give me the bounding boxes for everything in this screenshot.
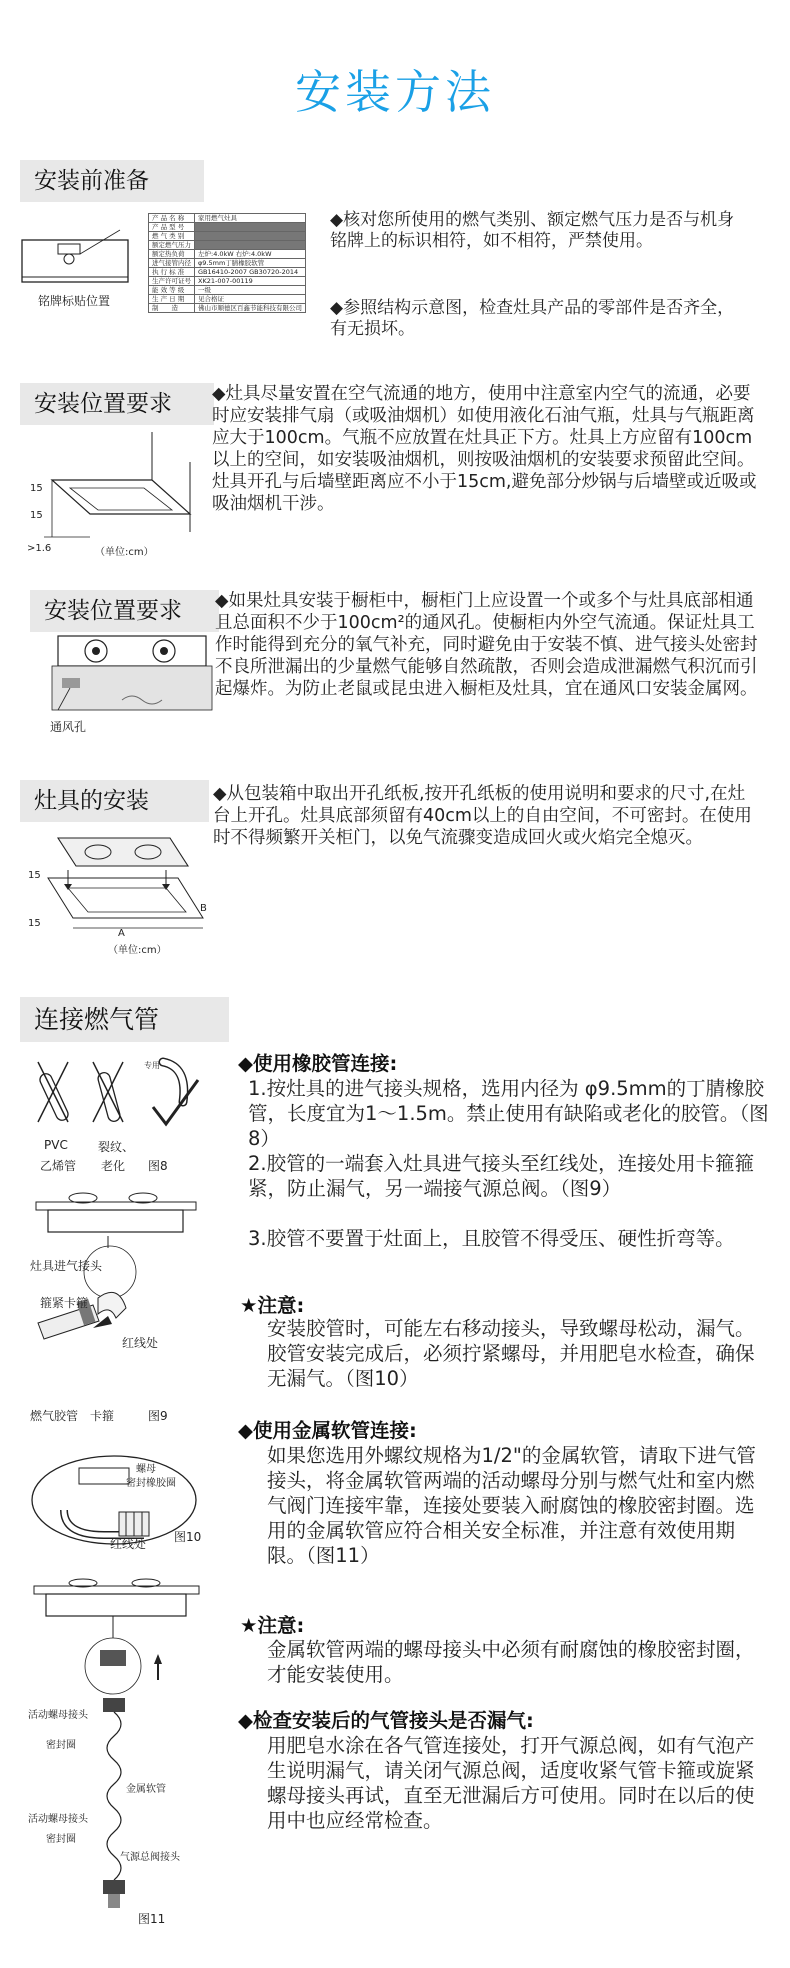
rubber-item-3: 3.胶管不要置于灶面上，且胶管不得受压、硬性折弯等。 [248, 1227, 735, 1250]
vent-caption: 通风孔 [50, 720, 87, 734]
nameplate-caption: 铭牌标贴位置 [38, 294, 111, 308]
spec-plate-table [148, 213, 306, 313]
fig10-redline: 红线处 [110, 1537, 147, 1551]
section-tag-prep: 安装前准备 [20, 160, 204, 202]
page-title: 安装方法 [295, 65, 495, 119]
fig8-crack-2: 老化 [101, 1159, 126, 1173]
spec-key: 能 效 等 级 [149, 286, 195, 295]
stove-dim-15-a: 15 [28, 870, 41, 881]
note-2-text: 金属软管两端的螺母接头中必须有耐腐蚀的橡胶密封圈，才能安装使用。 [267, 1638, 755, 1686]
spec-val: 一级 [195, 286, 306, 295]
spec-key: 产 品 名 称 [149, 214, 195, 223]
fig9-label: 图9 [148, 1409, 168, 1423]
spec-val: 佛山市顺德区百鑫节能科技有限公司 [195, 304, 306, 313]
fig11-seal-1: 密封圈 [46, 1740, 76, 1751]
stove-dim-15-b: 15 [28, 918, 41, 929]
prep-bullet-1: ◆核对您所使用的燃气类别、额定燃气压力是否与机身铭牌上的标识相符，如不相符，严禁使用。 [330, 210, 735, 251]
dim-15-a: 15 [30, 483, 43, 494]
section-tag-gas: 连接燃气管 [20, 997, 229, 1042]
nameplate-diagram [20, 230, 130, 300]
fig8-pvc-2: 乙烯管 [40, 1159, 77, 1173]
fig8-hoses [38, 1052, 208, 1132]
spec-val: φ9.5mm丁腈橡胶软管 [195, 259, 306, 268]
leak-check-text: 用肥皂水涂在各气管连接处，打开气源总阀，如有气泡产生说明漏气，请关闭气源总阀，适度收紧气管卡箍或旋紧螺母接头再试，直至无泄漏后方可使用。同时在以后的使用中也应经常检查。 [267, 1734, 755, 1832]
location-1-text: ◆灶具尽量安置在空气流通的地方，使用中注意室内空气的流通，必要时应安装排气扇（或吸油烟机）如使用液化石油气瓶，灶具与气瓶距离应大于100cm。气瓶不应放置在灶具正下方。灶具上方应留有100cm以上的空间，如安装吸油烟机，则按吸油烟机的安装要求预留此空间。灶具开孔与后墙壁距离应不小于15cm,避免部分炒锅与后墙壁或近吸或吸油烟机干涉。 [212, 384, 757, 514]
spec-key: 燃 气 类 别 [149, 232, 195, 241]
spec-val: 家用燃气灶具 [195, 214, 306, 223]
spec-val [195, 223, 306, 232]
section-tag-location-2: 安装位置要求 [30, 590, 219, 632]
fig10-nut: 螺母 [136, 1464, 156, 1475]
dim-15-b: 15 [30, 510, 43, 521]
dim-unit-2: （单位:cm） [108, 945, 167, 956]
fig9-hose: 燃气胶管 [30, 1409, 79, 1423]
fig8-pvc: PVC [44, 1138, 68, 1152]
location-diagram [40, 432, 200, 547]
spec-key: 生 产 日 期 [149, 295, 195, 304]
prep-bullet-2: ◆参照结构示意图，检查灶具产品的零部件是否齐全，有无损坏。 [330, 298, 735, 339]
dim-unit-1: （单位:cm） [95, 547, 154, 558]
fig8-crack: 裂纹、 [98, 1140, 135, 1154]
dim-1-6: >1.6 [27, 543, 52, 554]
fig9-clamp: 箍紧卡箍 [40, 1296, 89, 1310]
metal-hose-title: ◆使用金属软管连接: [238, 1419, 417, 1442]
note-1-title: ★注意: [240, 1294, 305, 1317]
spec-val: XK21-007-00119 [195, 277, 306, 286]
stove-text: ◆从包装箱中取出开孔纸板,按开孔纸板的使用说明和要求的尺寸,在灶台上开孔。灶具底部须留有40cm以上的自由空间，不可密封。在使用时不得频繁开关柜门，以免气流骤变造成回火或火焰完全熄灭。 [213, 784, 752, 848]
fig11-joint-2: 活动螺母接头 [28, 1814, 88, 1825]
spec-key: 执 行 标 准 [149, 268, 195, 277]
note-1-text: 安装胶管时，可能左右移动接头，导致螺母松动，漏气。胶管安装完成后，必须拧紧螺母，并用肥皂水检查，确保无漏气。（图10） [267, 1317, 755, 1390]
spec-key: 额定热负荷 [149, 250, 195, 259]
rubber-hose-title: ◆使用橡胶管连接: [238, 1052, 398, 1075]
fig11-diagram [28, 1580, 208, 1940]
fig9-clip: 卡箍 [90, 1409, 115, 1423]
spec-key: 制 造 [149, 304, 195, 313]
fig8-hose-tag: 专用 [144, 1061, 160, 1070]
section-tag-location-1: 安装位置要求 [20, 383, 214, 425]
spec-val: GB16410-2007 GB30720-2014 [195, 268, 306, 277]
fig9-inlet: 灶具进气接头 [30, 1259, 103, 1273]
metal-hose-text: 如果您选用外螺纹规格为1/2"的金属软管，请取下进气管接头，将金属软管两端的活动螺母分别与燃气灶和室内燃气阀门连接牢靠，连接处要装入耐腐蚀的橡胶密封圈。选用的金属软管应符合相关安全标准，并注意有效使用期限。（图11） [267, 1444, 756, 1567]
spec-val [195, 241, 306, 250]
rubber-item-1: 1.按灶具的进气接头规格，选用内径为 φ9.5mm的丁腈橡胶管，长度宜为1～1.5m。禁止使用有缺陷或老化的胶管。（图8） [248, 1077, 769, 1150]
spec-val: 见合格证 [195, 295, 306, 304]
fig11-joint-1: 活动螺母接头 [28, 1710, 88, 1721]
note-2-title: ★注意: [240, 1614, 305, 1637]
rubber-item-2: 2.胶管的一端套入灶具进气接头至红线处，连接处用卡箍箍紧，防止漏气，另一端接气源总阀。（图9） [248, 1152, 755, 1200]
stove-dim-b: B [200, 903, 207, 914]
spec-key: 额定燃气压力 [149, 241, 195, 250]
location-2-text: ◆如果灶具安装于橱柜中，橱柜门上应设置一个或多个与灶具底部相通且总面积不少于100cm²的通风孔。使橱柜内外空气流通。保证灶具工作时能得到充分的氧气补充，同时避免由于安装不慎、进气接头处密封不良所泄漏出的少量燃气能够自然疏散，否则会造成泄漏燃气积沉而引起爆炸。为防止老鼠或昆虫进入橱柜及灶具，宜在通风口安装金属网。 [215, 591, 758, 699]
spec-val [195, 232, 306, 241]
fig11-seal-2: 密封圈 [46, 1834, 76, 1845]
fig8-label: 图8 [148, 1159, 168, 1173]
fig9-redline: 红线处 [122, 1336, 159, 1350]
spec-key: 进气接管内径 [149, 259, 195, 268]
cabinet-diagram [52, 630, 212, 725]
spec-val: 左炉:4.0kW 右炉:4.0kW [195, 250, 306, 259]
stove-dim-a: A [118, 928, 125, 939]
spec-key: 产 品 型 号 [149, 223, 195, 232]
section-tag-stove: 灶具的安装 [20, 780, 209, 822]
spec-key: 生产许可证号 [149, 277, 195, 286]
leak-check-title: ◆检查安装后的气管接头是否漏气: [238, 1709, 534, 1732]
fig10-label: 图10 [174, 1530, 202, 1544]
fig11-metal: 金属软管 [126, 1784, 166, 1795]
fig11-valve: 气源总阀接头 [120, 1852, 180, 1863]
fig10-seal: 密封橡胶圈 [126, 1478, 176, 1489]
fig11-label: 图11 [138, 1912, 166, 1926]
fig9-diagram [28, 1188, 208, 1388]
